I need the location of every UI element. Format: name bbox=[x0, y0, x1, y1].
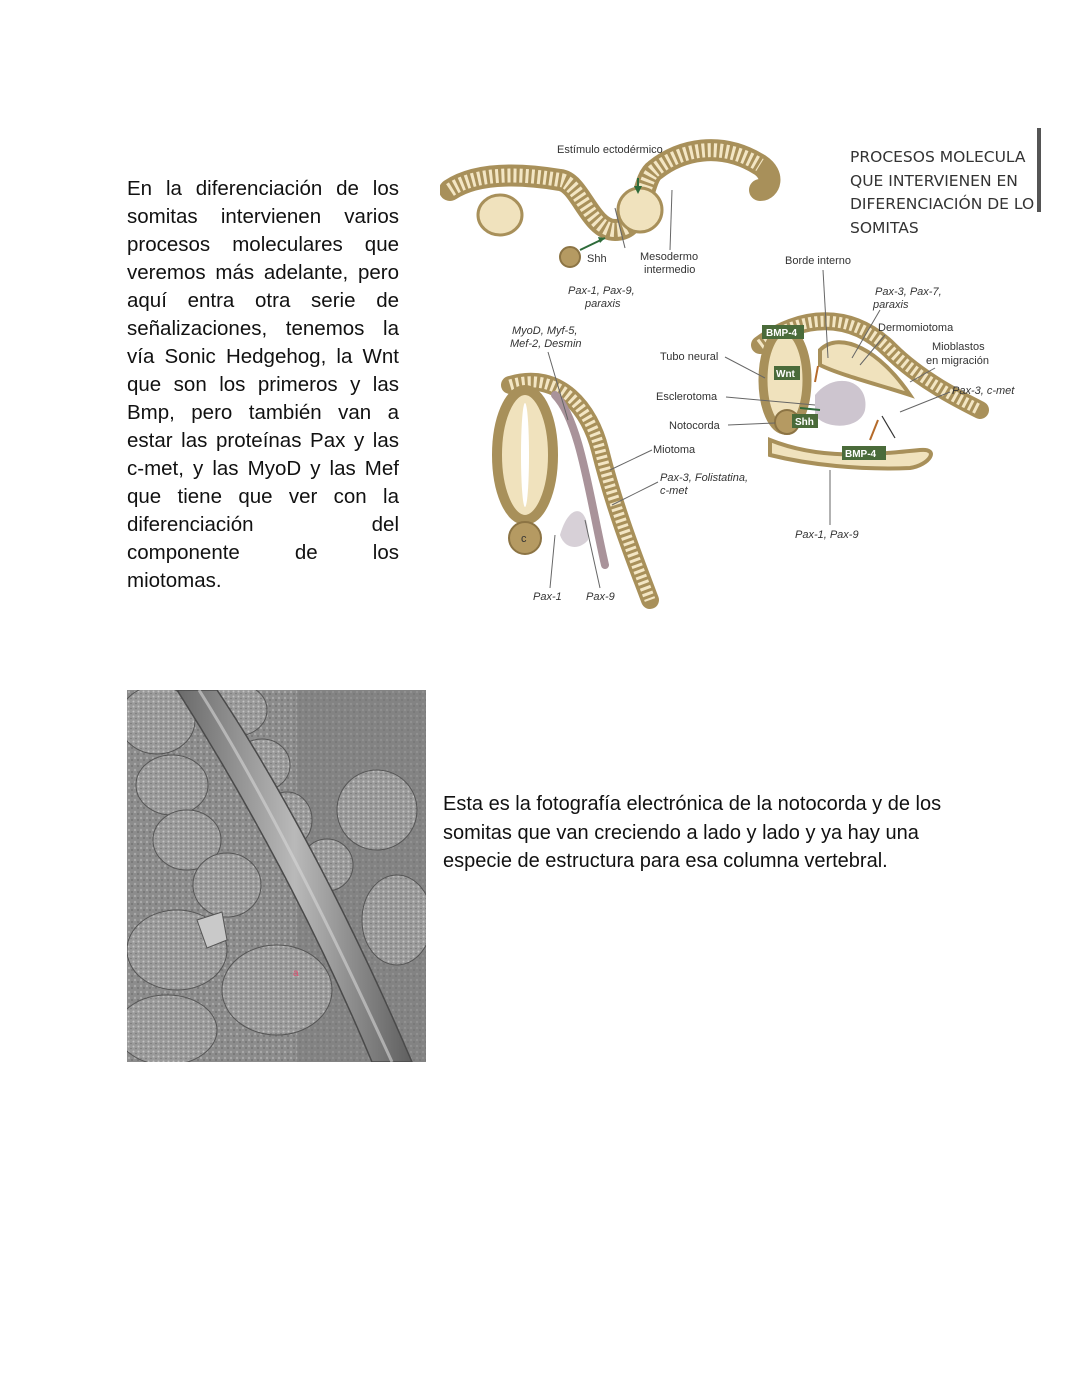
label-wnt: Wnt bbox=[776, 369, 795, 380]
label-myod-b: Mef-2, Desmin bbox=[510, 338, 582, 350]
label-borde: Borde interno bbox=[785, 255, 852, 267]
label-pax19-bottom: Pax-1, Pax-9 bbox=[795, 529, 859, 541]
label-tubo: Tubo neural bbox=[660, 351, 719, 363]
title-edge-bar bbox=[1037, 128, 1041, 212]
label-notocorda: Notocorda bbox=[669, 420, 720, 432]
right-somite-top bbox=[618, 188, 662, 232]
label-shh-top: Shh bbox=[587, 253, 607, 265]
photo-caption-paragraph: Esta es la fotografía electrónica de la notocorda y de los somitas que van creciendo a lado y lado y ya hay una especie de estructura para esa columna vertebral. bbox=[443, 793, 942, 872]
label-pax19-a: Pax-1, Pax-9, bbox=[568, 285, 635, 297]
diagram-title-line: QUE INTERVIENEN EN bbox=[850, 171, 1018, 190]
diagram-title bbox=[850, 146, 1045, 242]
label-mioblastos-a: Mioblastos bbox=[932, 341, 985, 353]
diagram-title-line: DIFERENCIACIÓN DE LO bbox=[850, 195, 1035, 213]
left-sclerotome bbox=[560, 511, 588, 547]
label-miotoma: Miotoma bbox=[653, 444, 696, 456]
label-sf: SF bbox=[902, 437, 915, 448]
intro-paragraph: En la diferenciación de los somitas intervienen varios procesos moleculares que veremos más adelante, pero aquí entra otra serie de señalizaciones, tenemos la vía Sonic Hedgehog, la Wnt que son los primeros y las Bmp, pero también van a estar las proteínas Pax y las c-met, y las MyoD y las Mef que tiene que ver con la diferenciación del componente de los miotomas. bbox=[127, 176, 399, 592]
diagram-title-line: PROCESOS MOLECULA bbox=[850, 148, 1026, 166]
label-folist-b: c-met bbox=[660, 485, 688, 497]
label-dermomiotoma: Dermomiotoma bbox=[878, 322, 954, 334]
label-myod-a: MyoD, Myf-5, bbox=[512, 325, 578, 337]
label-c: c bbox=[521, 533, 527, 545]
label-bmp4-bottom: BMP-4 bbox=[845, 449, 877, 460]
diagram-title-line: SOMITAS bbox=[850, 218, 919, 237]
notochord-top bbox=[560, 247, 580, 267]
label-mioblastos-b: en migración bbox=[926, 355, 989, 367]
label-pax1: Pax-1 bbox=[533, 591, 562, 603]
label-bmp4-top: BMP-4 bbox=[766, 328, 798, 339]
label-pax3cmet: Pax-3, c-met bbox=[952, 385, 1015, 397]
photo-marker: a bbox=[293, 968, 299, 979]
label-pax9: Pax-9 bbox=[586, 591, 615, 603]
label-pax37-b: paraxis bbox=[873, 299, 909, 311]
label-estimulo: Estímulo ectodérmico bbox=[557, 144, 663, 156]
left-somite-top bbox=[478, 195, 522, 235]
label-pax37-a: Pax-3, Pax-7, bbox=[875, 286, 942, 298]
label-intermedio: intermedio bbox=[644, 264, 696, 276]
label-folist-a: Pax-3, Folistatina, bbox=[660, 472, 749, 484]
label-mesodermo: Mesodermo bbox=[640, 251, 699, 263]
label-esclerotoma: Esclerotoma bbox=[656, 391, 718, 403]
label-pax19-b: paraxis bbox=[585, 298, 621, 310]
label-shh-mid: Shh bbox=[795, 417, 814, 428]
electron-micrograph bbox=[127, 690, 426, 1062]
right-sclerotome bbox=[815, 381, 865, 426]
